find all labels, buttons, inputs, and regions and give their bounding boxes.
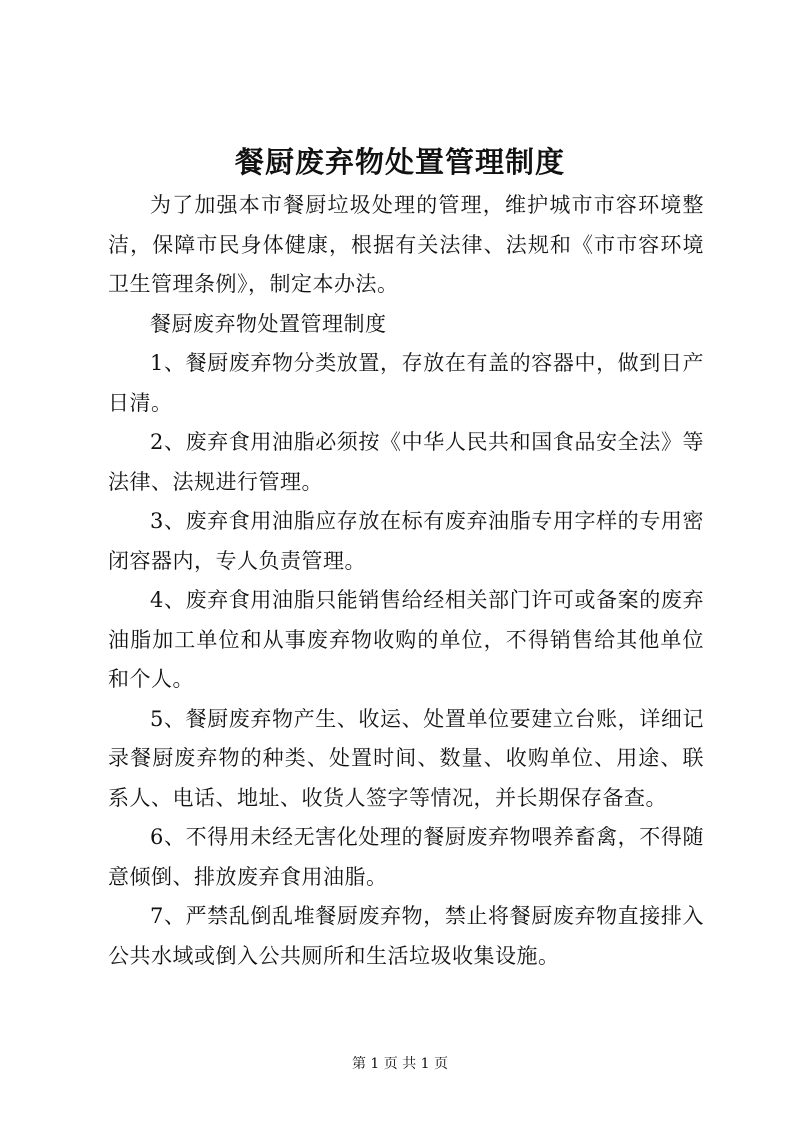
paragraph-item-2: 2、废弃食用油脂必须按《中华人民共和国食品安全法》等法律、法规进行管理。 (108, 430, 704, 494)
document-title: 餐厨废弃物处置管理制度 (234, 145, 565, 179)
document-body (108, 186, 704, 976)
page-footer: 第 1 页 共 1 页 (351, 1056, 449, 1072)
paragraph-item-3: 3、废弃食用油脂应存放在标有废弃油脂专用字样的专用密闭容器内，专人负责管理。 (108, 509, 704, 573)
paragraph-item-4: 4、废弃食用油脂只能销售给经相关部门许可或备案的废弃油脂加工单位和从事废弃物收购的单位，不得销售给其他单位和个人。 (108, 588, 704, 691)
paragraph-item-5: 5、餐厨废弃物产生、收运、处置单位要建立台账，详细记录餐厨废弃物的种类、处置时间、数量、收购单位、用途、联系人、电话、地址、收货人签字等情况，并长期保存备查。 (108, 706, 704, 810)
paragraph-subtitle: 餐厨废弃物处置管理制度 (150, 311, 387, 336)
paragraph-item-7: 7、严禁乱倒乱堆餐厨废弃物，禁止将餐厨废弃物直接排入公共水域或倒入公共厕所和生活垃圾收集设施。 (108, 904, 704, 968)
paragraph-intro: 为了加强本市餐厨垃圾处理的管理，维护城市市容环境整洁，保障市民身体健康，根据有关法律、法规和《市市容环境卫生管理条例》，制定本办法。 (108, 193, 704, 296)
paragraph-item-1: 1、餐厨废弃物分类放置，存放在有盖的容器中，做到日产日清。 (108, 351, 704, 415)
paragraph-item-6: 6、不得用未经无害化处理的餐厨废弃物喂养畜禽，不得随意倾倒、排放废弃食用油脂。 (108, 825, 704, 889)
